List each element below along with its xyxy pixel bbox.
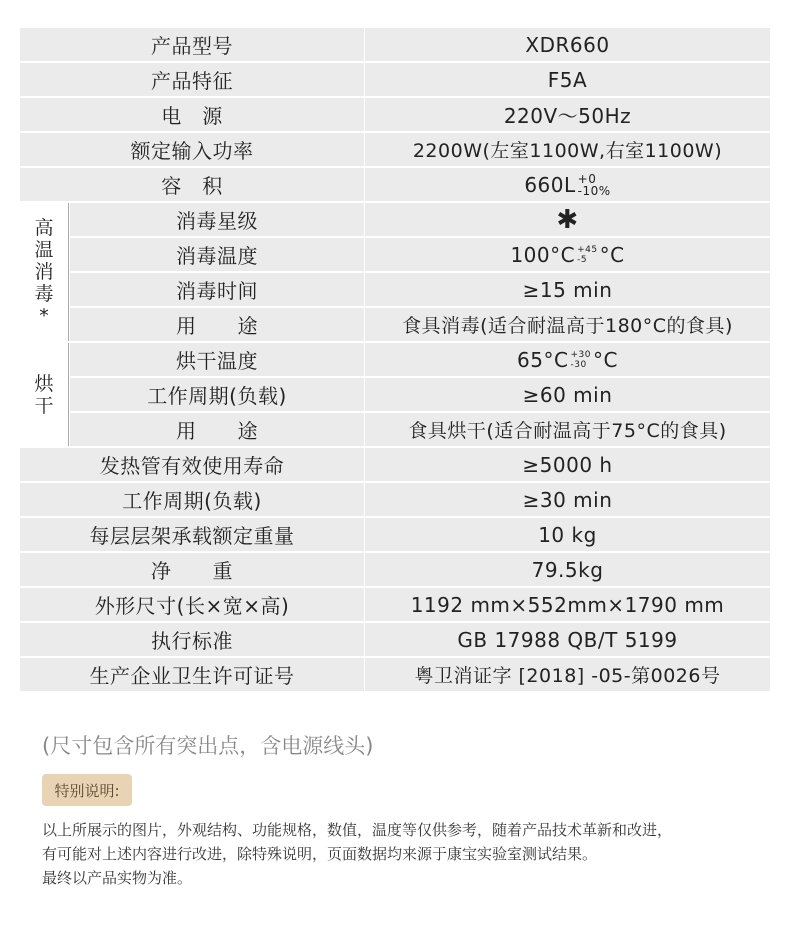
spec-label: 消毒温度 xyxy=(176,244,258,268)
temp-unit: °C xyxy=(599,242,625,267)
spec-value xyxy=(364,168,770,201)
table-row xyxy=(20,63,770,96)
divider xyxy=(68,343,69,446)
table-row xyxy=(20,28,770,61)
disclaimer-line: 有可能对上述内容进行改进，除特殊说明，页面数据均来源于康宝实验室测试结果。 xyxy=(42,845,598,863)
group-char: 消 xyxy=(34,261,54,283)
table-row xyxy=(20,588,770,621)
spec-value: ≥5000 h xyxy=(364,448,770,481)
table-row xyxy=(70,273,770,306)
spec-label: 产品型号 xyxy=(151,34,233,58)
spec-label: 外形尺寸(长×宽×高) xyxy=(94,594,290,618)
spec-label: 消毒时间 xyxy=(176,279,258,303)
table-row xyxy=(20,133,770,166)
spec-value: 粤卫消证字 [2018] -05-第0026号 xyxy=(364,658,770,691)
spec-value: ≥30 min xyxy=(364,483,770,516)
spec-value: ≥15 min xyxy=(364,273,770,306)
spec-label: 工作周期(负载) xyxy=(122,489,262,513)
spec-label: 用 途 xyxy=(176,419,258,443)
temp-tolerance xyxy=(570,350,591,370)
tolerance-down: -10% xyxy=(577,183,611,198)
spec-value xyxy=(364,343,770,376)
table-row xyxy=(20,658,770,691)
spec-value: 1192 mm×552mm×1790 mm xyxy=(364,588,770,621)
spec-label: 执行标准 xyxy=(151,629,233,653)
group-label-sterilize xyxy=(20,203,68,341)
spec-label: 发热管有效使用寿命 xyxy=(99,454,285,478)
group-char: * xyxy=(39,305,49,327)
table-row xyxy=(20,518,770,551)
spec-value: XDR660 xyxy=(364,28,770,61)
spec-value: F5A xyxy=(364,63,770,96)
temp-value: 65°C xyxy=(517,347,569,372)
table-row xyxy=(20,553,770,586)
spec-value: 220V～50Hz xyxy=(364,98,770,131)
group-label-dry xyxy=(20,343,68,446)
temp-unit: °C xyxy=(592,347,618,372)
table-row xyxy=(20,448,770,481)
spec-label: 用 途 xyxy=(176,314,258,338)
disclaimer-line: 最终以产品实物为准。 xyxy=(42,869,193,887)
spec-label: 每层层架承载额定重量 xyxy=(89,524,295,548)
table-row xyxy=(20,623,770,656)
divider xyxy=(68,203,69,341)
table-row xyxy=(70,413,770,446)
spec-value: 79.5kg xyxy=(364,553,770,586)
spec-value: 10 kg xyxy=(364,518,770,551)
spec-value: 食具烘干(适合耐温高于75°C的食具) xyxy=(364,413,770,446)
spec-label: 消毒星级 xyxy=(176,209,258,233)
spec-value: GB 17988 QB/T 5199 xyxy=(364,623,770,656)
spec-label: 产品特征 xyxy=(151,69,233,93)
spec-value: ≥60 min xyxy=(364,378,770,411)
dimension-note: (尺寸包含所有突出点，含电源线头) xyxy=(42,734,374,758)
volume-tolerance xyxy=(578,173,611,197)
table-row xyxy=(70,378,770,411)
spec-label: 净 重 xyxy=(151,559,233,583)
table-row xyxy=(20,168,770,201)
group-char: 高 xyxy=(34,217,54,239)
volume-value: 660L xyxy=(524,172,576,197)
table-row xyxy=(70,308,770,341)
disclaimer xyxy=(42,818,772,890)
table-row xyxy=(70,203,770,236)
group-char: 干 xyxy=(34,394,54,417)
spec-label: 烘干温度 xyxy=(176,349,258,373)
spec-label: 容 积 xyxy=(161,174,223,198)
spec-value xyxy=(364,238,770,271)
temp-value: 100°C xyxy=(510,242,576,267)
spec-label: 生产企业卫生许可证号 xyxy=(89,664,295,688)
group-char: 烘 xyxy=(34,372,54,395)
special-notice-badge: 特别说明: xyxy=(42,774,132,806)
disclaimer-line: 以上所展示的图片，外观结构、功能规格，数值，温度等仅供参考，随着产品技术革新和改进， xyxy=(42,821,673,839)
spec-value: 食具消毒(适合耐温高于180°C的食具) xyxy=(364,308,770,341)
spec-label: 额定输入功率 xyxy=(130,139,254,163)
table-row xyxy=(70,238,770,271)
spec-label: 电 源 xyxy=(161,104,223,128)
tolerance-down: -30 xyxy=(570,359,587,370)
table-row xyxy=(20,483,770,516)
tolerance-up: +45 xyxy=(577,244,598,255)
tolerance-up: +30 xyxy=(570,349,591,360)
spec-value: 2200W(左室1100W,右室1100W) xyxy=(364,133,770,166)
tolerance-down: -5 xyxy=(577,254,588,265)
star-rating: ✱ xyxy=(364,203,770,236)
group-char: 毒 xyxy=(34,283,54,305)
temp-tolerance xyxy=(577,245,598,265)
table-row xyxy=(20,98,770,131)
group-char: 温 xyxy=(34,239,54,261)
table-row xyxy=(70,343,770,376)
spec-label: 工作周期(负载) xyxy=(147,384,287,408)
tolerance-up: +0 xyxy=(577,171,597,186)
